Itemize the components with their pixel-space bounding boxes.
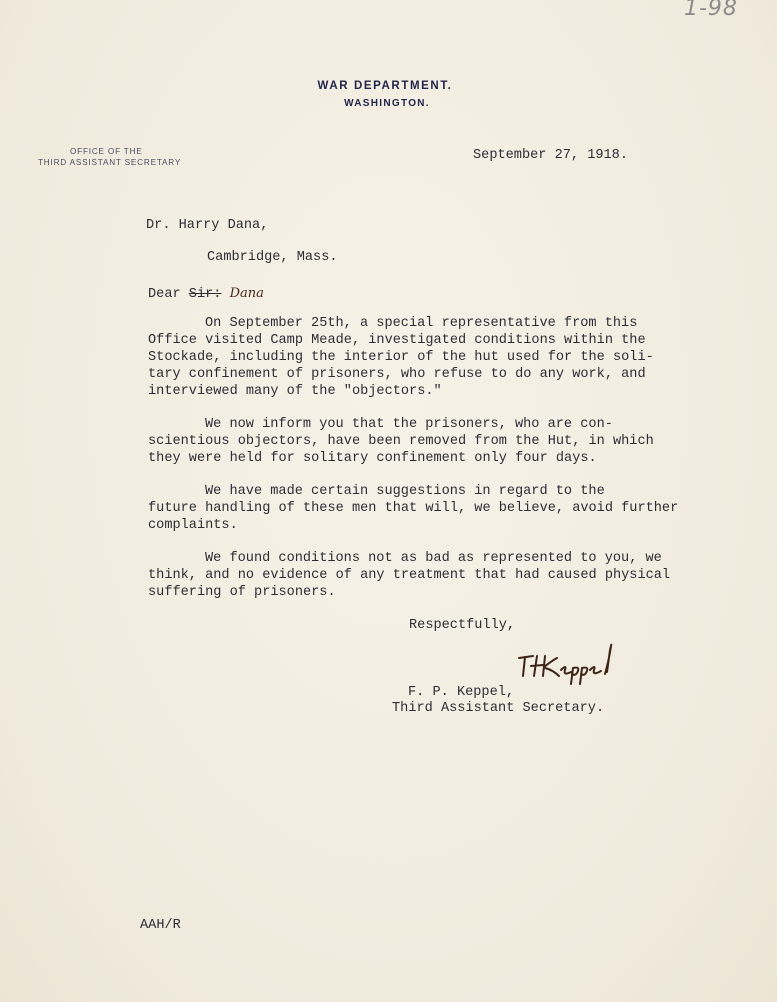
signer-name: F. P. Keppel, [408, 685, 515, 700]
body-line: interviewed many of the "objectors." [148, 384, 442, 399]
office-line-2: THIRD ASSISTANT SECRETARY [38, 158, 182, 167]
closing: Respectfully, [409, 618, 516, 633]
pencil-annotation: 1-98 [684, 0, 738, 21]
body-line: future handling of these men that will, we believe, avoid further [148, 501, 679, 516]
letter-date: September 27, 1918. [473, 148, 628, 163]
salutation-struck-text: Sir: [188, 287, 222, 302]
recipient-city: Cambridge, Mass. [207, 250, 338, 265]
body-line: We now inform you that the prisoners, who are con- [205, 417, 613, 432]
body-paragraph-2 [148, 416, 708, 467]
body-line: tary confinement of prisoners, who refuse to do any work, and [148, 367, 646, 382]
office-line-1: OFFICE OF THE [70, 147, 143, 156]
body-line: We found conditions not as bad as represented to you, we [205, 551, 662, 566]
salutation-prefix: Dear [148, 287, 189, 302]
letterhead-department: WAR DEPARTMENT. [317, 80, 453, 92]
body-line: We have made certain suggestions in regard to the [205, 484, 605, 499]
letterhead-city: WASHINGTON. [344, 98, 430, 109]
body-line: scientious objectors, have been removed from the Hut, in which [148, 434, 654, 449]
signer-title: Third Assistant Secretary. [392, 701, 605, 716]
salutation-handwritten: Dana [229, 286, 264, 301]
body-line: Office visited Camp Meade, investigated conditions within the [148, 333, 646, 348]
body-paragraph-3 [148, 483, 708, 534]
body-paragraph-1 [148, 315, 708, 400]
reference-initials: AAH/R [140, 918, 181, 933]
body-line: they were held for solitary confinement only four days. [148, 451, 597, 466]
body-paragraph-4 [148, 550, 708, 601]
recipient-name: Dr. Harry Dana, [146, 218, 269, 233]
handwritten-signature [515, 640, 625, 686]
body-line: Stockade, including the interior of the hut used for the soli- [148, 350, 654, 365]
body-line: suffering of prisoners. [148, 585, 336, 600]
body-line: think, and no evidence of any treatment that had caused physical [148, 568, 671, 583]
body-line: complaints. [148, 518, 238, 533]
salutation [148, 286, 264, 302]
body-line: On September 25th, a special representative from this [205, 316, 638, 331]
